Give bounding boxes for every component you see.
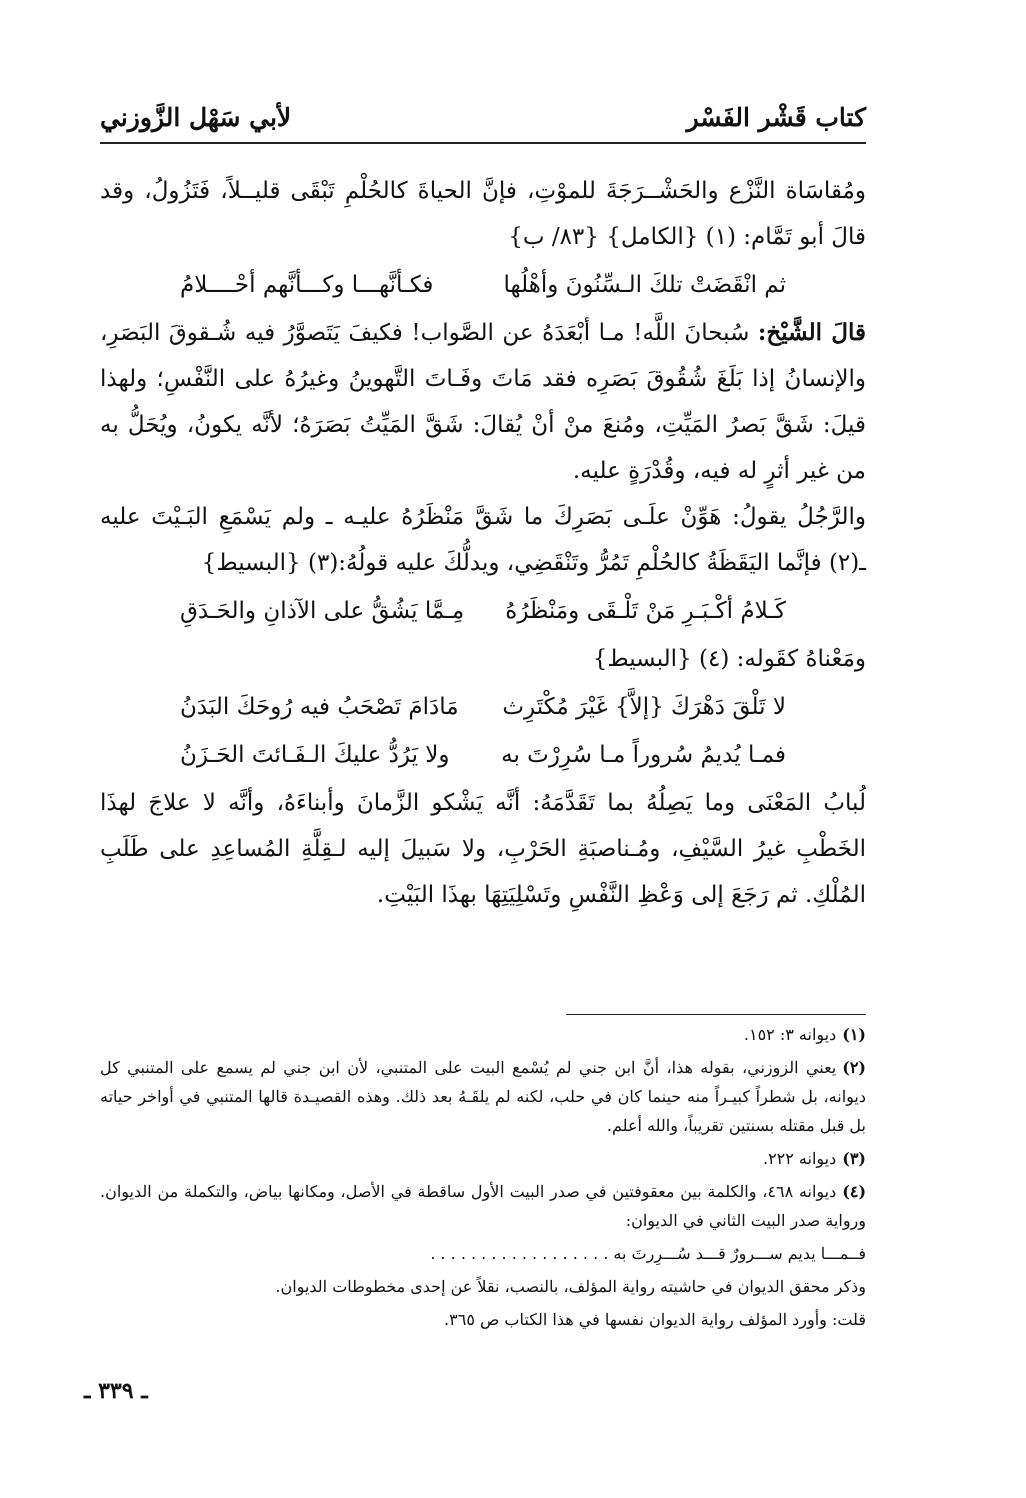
footnote-2-number: (٢) xyxy=(842,1058,866,1077)
footnote-2 xyxy=(100,1053,866,1140)
paragraph-2 xyxy=(100,310,866,494)
paragraph-3: والرَّجُلُ يقولُ: هَوِّنْ علَـى بَصَرِكَ ما شَقَّ مَنْظَرُهُ عليـه ـ ولم يَسْمَعِ البَـيْتَ عليه ـ(٢) فإنَّما اليَقَظَةُ كالحُلْمِ تَمُرُّ وتَنْقَضِي، ويدلُّكَ عليه قولُهُ:(٣) {البسيط} xyxy=(100,504,866,576)
sheikh-label: قالَ الشَّيْخ: xyxy=(757,319,866,346)
verse-2 xyxy=(100,588,866,634)
verse-3-first-hemistich: لا تَلْقَ دَهْرَكَ {إلاَّ} غَيْرَ مُكْتَرِث xyxy=(502,694,786,720)
header-author: لأبي سَهْل الزَّوزني xyxy=(100,102,292,132)
verse-4 xyxy=(100,732,866,778)
footnote-2-text: يعني الزوزني، بقوله هذا، أنَّ ابن جني لم يُسْمع البيت على المتنبي، لأن ابن جني لم يسمع على المتنبي كل ديوانه، بل شطراً كبيـراً منه حينما كان في حلب، لكنه لم يلقَـهُ بعد ذلك. وهذه القصيـدة قالها المتنبي في أواخر حياته بل قبل مقتله بسنتين تقريباً، والله أعلم. xyxy=(100,1058,867,1135)
paragraph-1: ومُقاسَاة النَّزْع والحَشْــرَجَةَ للموْتِ، فإنَّ الحياةَ كالحُلْمِ تَبْقَى قليــلاً، فَتَزُولُ، وقد قالَ أبو تَمَّام: (١) {الكامل} {٨٣/ ب} xyxy=(100,178,866,250)
paragraph-2-text: سُبحانَ اللَّه! مـا أبْعَدَهُ عن الصَّواب! فكيفَ يَتَصوَّرُ فيه شُـقوقَ البَصَرِ، والإنسانُ إذا بَلَغَ شُقُوقَ بَصَرِه فقد مَاتَ وفَـاتَ التَّهوينُ وغيرُهُ على النَّفْسِ؛ ولهذا قيلَ: شَقَّ بَصرُ المَيِّتِ، ومُنعَ منْ أنْ يُقالَ: شَقَّ المَيِّتُ بَصَرَهُ؛ لأنَّه يكونُ، ويُحَلُّ به من غير أثرٍ له فيه، وقُدْرَةٍ عليه. xyxy=(100,320,866,484)
footnote-4-verse xyxy=(100,1239,866,1268)
footnote-1-text: ديوانه ٣: ١٥٢. xyxy=(743,1025,837,1044)
verse-1 xyxy=(100,262,866,308)
verse-3 xyxy=(100,684,866,730)
verse-1-first-hemistich: ثم انْقَضَتْ تلكَ الـسِّنُونَ وأهْلُها xyxy=(503,272,786,298)
footnote-4-verse-text: فــمـــا يديم ســـرورٌ قـــد سُـــرِرتَ به xyxy=(613,1244,866,1263)
verse-4-first-hemistich: فمـا يُديمُ سُروراً مـا سُرِرْتَ به xyxy=(501,742,786,768)
verse-2-first-hemistich: كَـلامُ أكْـبَـرِ مَنْ تَلْـقَى ومَنْظَرُهُ xyxy=(505,598,786,624)
footnote-4-text: ديوانه ٤٦٨، والكلمة بين معقوفتين في صدر البيت الأول ساقطة في الأصل، ومكانها بياض، والتكملة من الديوان. ورواية صدر البيت الثاني في الديوان: xyxy=(100,1182,866,1230)
verse-1-second-hemistich: فكـأنَّهـــا وكـــأنَّهم أحْــــلامُ xyxy=(180,272,434,298)
footnote-3 xyxy=(100,1144,866,1173)
running-header xyxy=(100,92,866,144)
footnote-4-note-b: وذكر محقق الديوان في حاشيته رواية المؤلف، بالنصب، نقلاً عن إحدى مخطوطات الديوان. xyxy=(275,1277,866,1296)
footnote-1 xyxy=(100,1020,866,1049)
paragraph-4: ومَعْناهُ كقَوله: (٤) {البسيط} xyxy=(592,646,866,672)
page-number: ـ ٣٣٩ ـ xyxy=(84,1378,148,1404)
footnotes xyxy=(100,1020,866,1338)
footnote-4-dots: . . . . . . . . . . . . . . . . . . xyxy=(430,1244,609,1263)
footnote-3-text: ديوانه ٢٢٢. xyxy=(762,1149,837,1168)
footnote-separator xyxy=(566,1014,866,1015)
header-book-title: كتاب قَشْر الفَسْر xyxy=(686,102,866,132)
verse-4-second-hemistich: ولا يَرُدُّ عليكَ الـفَـائتَ الحَـزَنُ xyxy=(180,742,450,768)
footnote-3-number: (٣) xyxy=(842,1149,866,1168)
footnote-4 xyxy=(100,1177,866,1235)
footnote-1-number: (١) xyxy=(842,1025,866,1044)
verse-2-second-hemistich: مِـمَّا يَشُقُّ على الآذانِ والحَـدَقِ xyxy=(180,598,465,624)
verse-3-second-hemistich: مَادَامَ تَصْحَبُ فيه رُوحَكَ البَدَنُ xyxy=(180,694,459,720)
footnote-4-number: (٤) xyxy=(842,1182,867,1201)
footnote-4-note-c: قلت: وأورد المؤلف رواية الديوان نفسها في هذا الكتاب ص ٣٦٥. xyxy=(444,1310,866,1329)
main-text xyxy=(100,168,866,918)
paragraph-5: لُبابُ المَعْنَى وما يَصِلُهُ بما تَقَدَّمَهُ: أنَّه يَشْكو الزَّمانَ وأبناءَهُ، وأنَّه لا علاجَ لهذَا الخَطْبِ غيرُ السَّيْفِ، ومُـناصبَةِ الحَرْبِ، ولا سَبيلَ إليه لـقِلَّةِ المُساعِدِ على طَلَبِ المُلْكِ. ثم رَجَعَ إلى وَعْظِ النَّفْسِ وتَسْلِيَتِهَا بهذَا البَيْتِ. xyxy=(100,790,866,908)
